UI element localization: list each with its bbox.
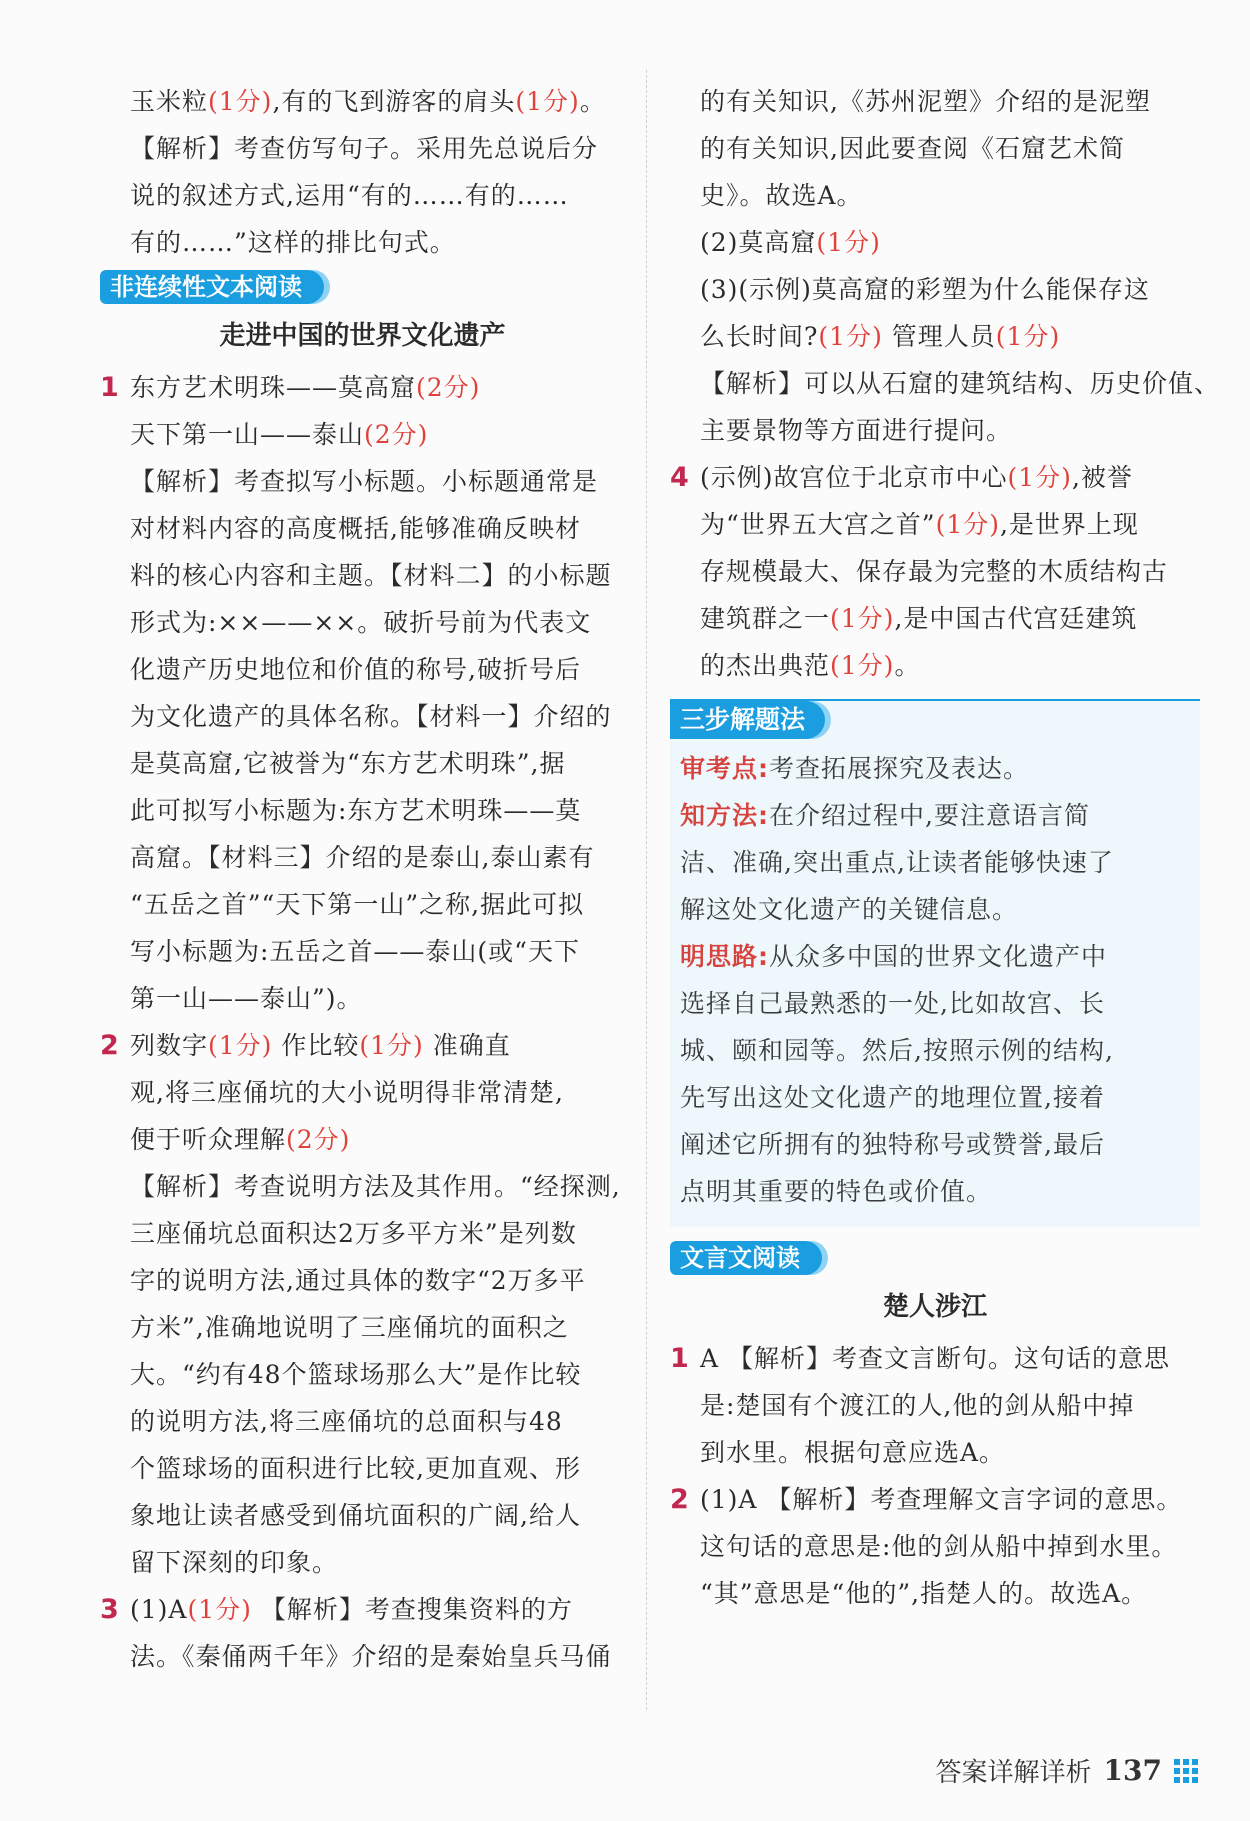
text-line [100, 1586, 625, 1633]
text: ,有的飞到游客的肩头 [272, 87, 516, 116]
text: 为“世界五大宫之首” [700, 510, 936, 539]
text-line [100, 364, 625, 411]
score: (1分) [816, 228, 881, 257]
text-line: 【解析】考查拟写小标题。小标题通常是 [130, 467, 599, 496]
page-number: 137 [1103, 1754, 1162, 1787]
text-line: 到水里。根据句意应选A。 [700, 1438, 1006, 1467]
text-line: 方米”,准确地说明了三座俑坑的面积之 [130, 1313, 569, 1342]
text-line [100, 1116, 625, 1163]
score: (1分) [1007, 463, 1072, 492]
score: (1分) [830, 651, 895, 680]
text-line: 此可拟写小标题为:东方艺术明珠——莫 [130, 796, 582, 825]
text-line: (3)(示例)莫高窟的彩塑为什么能保存这 [700, 275, 1150, 304]
text: 么长时间? [700, 322, 819, 351]
text-line: 为文化遗产的具体名称。【材料一】介绍的 [130, 702, 612, 731]
text-line: 史》。故选A。 [700, 181, 863, 210]
text: ,是世界上现 [999, 510, 1139, 539]
question-2 [100, 1022, 625, 1586]
text: (1)A [130, 1595, 188, 1624]
article-title: 走进中国的世界文化遗产 [219, 321, 506, 351]
text-line: 【解析】可以从石窟的建筑结构、历史价值、 [700, 369, 1221, 398]
question-number: 1 [670, 1343, 690, 1374]
text-line: 形式为:××——××。破折号前为代表文 [130, 608, 592, 637]
text: ,被誉 [1071, 463, 1133, 492]
score: (1分) [818, 322, 883, 351]
page-footer [936, 1752, 1198, 1789]
score: (1分) [515, 87, 580, 116]
text: 便于听众理解 [130, 1125, 287, 1154]
score: (1分) [935, 510, 1000, 539]
text: 作比较 [272, 1031, 360, 1060]
text: 建筑群之一 [700, 604, 831, 633]
text: 的杰出典范 [700, 651, 831, 680]
text: 列数字 [130, 1031, 209, 1060]
text: 在介绍过程中,要注意语言简 [769, 801, 1090, 830]
left-column [100, 78, 625, 1680]
text: 【解析】考查搜集资料的方 [251, 1595, 573, 1624]
text-line: 【解析】考查仿写句子。采用先总说后分 [130, 134, 599, 163]
text-line: 写小标题为:五岳之首——泰山(或“天下 [130, 937, 580, 966]
box-line: 点明其重要的特色或价值。 [680, 1177, 993, 1206]
box-line: 先写出这处文化遗产的地理位置,接着 [680, 1083, 1105, 1112]
question-number: 2 [100, 1030, 120, 1061]
box-line: 解这处文化遗产的关键信息。 [680, 895, 1019, 924]
text-line [670, 1335, 1200, 1382]
text-line: 字的说明方法,通过具体的数字“2万多平 [130, 1266, 586, 1295]
text-line: 这句话的意思是:他的剑从船中掉到水里。 [700, 1532, 1178, 1561]
text-line: 有的……”这样的排比句式。 [130, 228, 456, 257]
score: (1分) [995, 322, 1061, 351]
score: (1分) [208, 1031, 273, 1060]
text: 天下第一山——泰山 [130, 420, 365, 449]
text: 管理人员 [882, 322, 996, 351]
text: ,是中国古代宫廷建筑 [894, 604, 1138, 633]
text-line [670, 501, 1200, 548]
question-1 [100, 364, 625, 1022]
text-line [670, 1476, 1200, 1523]
text: (2)莫高窟 [700, 228, 817, 257]
text-line [130, 78, 625, 125]
text-line: 料的核心内容和主题。【材料二】的小标题 [130, 561, 612, 590]
box-line: 城、颐和园等。然后,按照示例的结构, [680, 1036, 1114, 1065]
text: 准确直 [423, 1031, 511, 1060]
text: 东方艺术明珠——莫高窟 [130, 373, 417, 402]
text-line [670, 454, 1200, 501]
text: 。 [579, 87, 606, 116]
box-line: 洁、准确,突出重点,让读者能够快速了 [680, 848, 1114, 877]
score: (2分) [416, 373, 481, 402]
column-divider [646, 70, 647, 1710]
score: (1分) [359, 1031, 424, 1060]
text-line: 个篮球场的面积进行比较,更加直观、形 [130, 1454, 581, 1483]
box-label: 知方法: [680, 801, 769, 830]
question-4 [670, 454, 1200, 689]
box-line [680, 933, 1194, 980]
question-number: 3 [100, 1594, 120, 1625]
text-line: “其”意思是“他的”,指楚人的。故选A。 [700, 1579, 1148, 1608]
text-line: 是莫高窟,它被誉为“东方艺术明珠”,据 [130, 749, 566, 778]
text: 从众多中国的世界文化遗产中 [769, 942, 1108, 971]
article-title: 楚人涉江 [882, 1292, 987, 1322]
score: (1分) [187, 1595, 252, 1624]
text-line: 的有关知识,因此要查阅《石窟艺术简 [700, 134, 1125, 163]
text-line [100, 411, 625, 458]
text-line [100, 1022, 625, 1069]
text: 考查拓展探究及表达。 [769, 754, 1030, 783]
score: (2分) [286, 1125, 351, 1154]
text: 玉米粒 [130, 87, 209, 116]
classical-question-2 [670, 1476, 1200, 1617]
text-line: 观,将三座俑坑的大小说明得非常清楚, [130, 1078, 564, 1107]
text-line: 法。《秦俑两千年》介绍的是秦始皇兵马俑 [130, 1642, 612, 1671]
text-line: 主要景物等方面进行提问。 [700, 416, 1013, 445]
text: (示例)故宫位于北京市中心 [700, 463, 1008, 492]
text-line: 的说明方法,将三座俑坑的总面积与48 [130, 1407, 563, 1436]
text-line: 化遗产历史地位和价值的称号,破折号后 [130, 655, 581, 684]
box-label: 审考点: [680, 754, 769, 783]
box-line [680, 792, 1194, 839]
text-line [700, 313, 1200, 360]
text-line [670, 642, 1200, 689]
text-line: “五岳之首”“天下第一山”之称,据此可拟 [130, 890, 585, 919]
text-line [700, 219, 1200, 266]
score: (1分) [830, 604, 895, 633]
text-line: 高窟。【材料三】介绍的是泰山,泰山素有 [130, 843, 595, 872]
question-number: 2 [670, 1484, 690, 1515]
text-line: 对材料内容的高度概括,能够准确反映材 [130, 514, 581, 543]
text: (1)A 【解析】考查理解文言字词的意思。 [700, 1485, 1183, 1514]
question-number: 4 [670, 462, 690, 493]
footer-label: 答案详解详析 [935, 1758, 1092, 1788]
q3-continued [670, 78, 1221, 454]
text-line: 象地让读者感受到俑坑面积的广阔,给人 [130, 1501, 581, 1530]
grid-dots-icon [1174, 1759, 1198, 1783]
three-step-tag: 三步解题法 [670, 701, 825, 739]
classical-question-1 [670, 1335, 1200, 1476]
text-line: 三座俑坑总面积达2万多平方米”是列数 [130, 1219, 577, 1248]
text-line: 存规模最大、保存最为完整的木质结构古 [700, 557, 1169, 586]
score: (1分) [208, 87, 273, 116]
text-line [670, 595, 1200, 642]
section-tag: 文言文阅读 [670, 1241, 822, 1275]
text-line: 说的叙述方式,运用“有的……有的…… [130, 181, 569, 210]
text-line: 大。“约有48个篮球场那么大”是作比较 [130, 1360, 582, 1389]
text: 。 [894, 651, 921, 680]
box-line [680, 745, 1194, 792]
right-column [670, 78, 1221, 1617]
box-line: 阐述它所拥有的独特称号或赞誉,最后 [680, 1130, 1105, 1159]
box-label: 明思路: [680, 942, 769, 971]
score: (2分) [364, 420, 429, 449]
text-line: 是:楚国有个渡江的人,他的剑从船中掉 [700, 1391, 1135, 1420]
question-3 [100, 1586, 625, 1680]
text-line: 【解析】考查说明方法及其作用。“经探测, [130, 1172, 621, 1201]
three-step-box [670, 699, 1200, 1227]
section-tag: 非连续性文本阅读 [100, 270, 324, 304]
box-line: 选择自己最熟悉的一处,比如故宫、长 [680, 989, 1105, 1018]
question-number: 1 [100, 372, 120, 403]
text-line: 第一山——泰山”)。 [130, 984, 363, 1013]
intro-block [100, 78, 625, 266]
text-line: 的有关知识,《苏州泥塑》介绍的是泥塑 [700, 87, 1151, 116]
text: A 【解析】考查文言断句。这句话的意思 [700, 1344, 1171, 1373]
text-line: 留下深刻的印象。 [130, 1548, 339, 1577]
